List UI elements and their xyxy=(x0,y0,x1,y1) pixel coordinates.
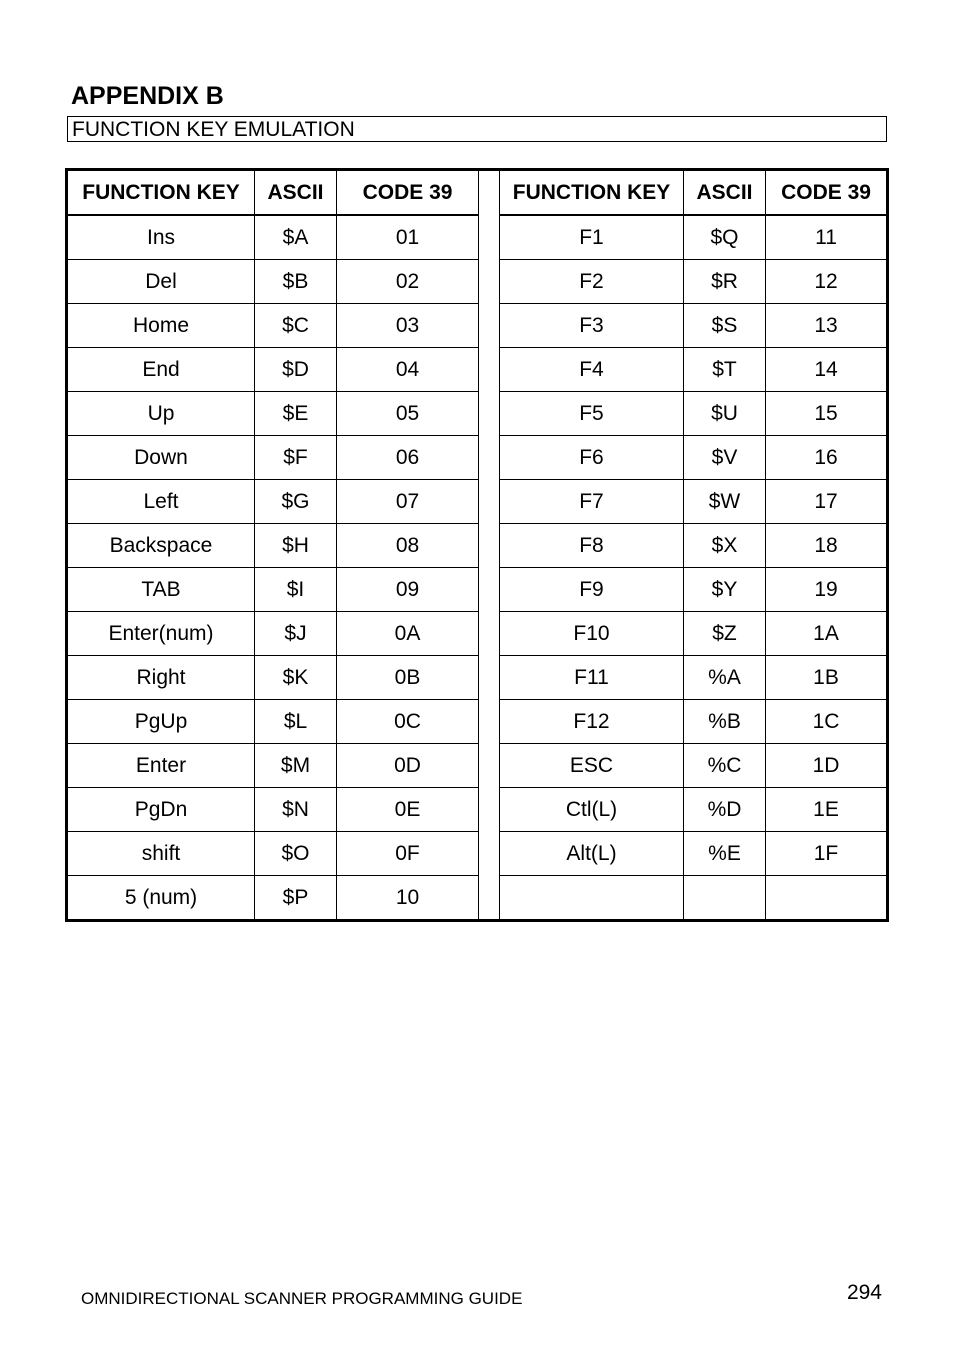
function-key-cell: F4 xyxy=(500,348,684,392)
ascii-cell: $P xyxy=(255,876,337,921)
column-gap xyxy=(479,612,500,656)
ascii-cell: $G xyxy=(255,480,337,524)
code39-cell: 0F xyxy=(337,832,479,876)
ascii-cell: $K xyxy=(255,656,337,700)
ascii-cell: %C xyxy=(684,744,766,788)
code39-cell: 0C xyxy=(337,700,479,744)
code39-cell: 1F xyxy=(766,832,888,876)
ascii-cell: $D xyxy=(255,348,337,392)
column-gap xyxy=(479,700,500,744)
code39-cell: 0B xyxy=(337,656,479,700)
ascii-cell: $I xyxy=(255,568,337,612)
code39-cell: 03 xyxy=(337,304,479,348)
column-gap xyxy=(479,656,500,700)
code39-cell: 0D xyxy=(337,744,479,788)
function-key-cell: Enter xyxy=(67,744,255,788)
table-row xyxy=(67,348,888,392)
table-row xyxy=(67,700,888,744)
table-row xyxy=(67,436,888,480)
function-key-cell: Up xyxy=(67,392,255,436)
section-subtitle: FUNCTION KEY EMULATION xyxy=(67,116,887,142)
header-code39-right: CODE 39 xyxy=(766,170,888,216)
table-row xyxy=(67,392,888,436)
column-gap xyxy=(479,568,500,612)
function-key-cell: 5 (num) xyxy=(67,876,255,921)
code39-cell: 13 xyxy=(766,304,888,348)
ascii-cell: %D xyxy=(684,788,766,832)
function-key-cell: Enter(num) xyxy=(67,612,255,656)
code39-cell: 15 xyxy=(766,392,888,436)
table-row xyxy=(67,304,888,348)
ascii-cell: $S xyxy=(684,304,766,348)
ascii-cell: $Q xyxy=(684,215,766,260)
ascii-cell: $O xyxy=(255,832,337,876)
function-key-cell xyxy=(500,876,684,921)
function-key-cell: End xyxy=(67,348,255,392)
function-key-cell: Ins xyxy=(67,215,255,260)
column-gap xyxy=(479,832,500,876)
ascii-cell: %A xyxy=(684,656,766,700)
column-gap xyxy=(479,436,500,480)
table-header-row xyxy=(67,170,888,216)
function-key-cell: Del xyxy=(67,260,255,304)
table-row xyxy=(67,568,888,612)
ascii-cell: $U xyxy=(684,392,766,436)
function-key-cell: shift xyxy=(67,832,255,876)
code39-cell: 06 xyxy=(337,436,479,480)
ascii-cell xyxy=(684,876,766,921)
code39-cell: 18 xyxy=(766,524,888,568)
code39-cell: 05 xyxy=(337,392,479,436)
ascii-cell: $F xyxy=(255,436,337,480)
function-key-cell: F9 xyxy=(500,568,684,612)
column-gap xyxy=(479,744,500,788)
function-key-cell: TAB xyxy=(67,568,255,612)
column-gap xyxy=(479,524,500,568)
function-key-cell: Backspace xyxy=(67,524,255,568)
function-key-cell: ESC xyxy=(500,744,684,788)
code39-cell: 16 xyxy=(766,436,888,480)
header-function-key-left: FUNCTION KEY xyxy=(67,170,255,216)
function-key-cell: Left xyxy=(67,480,255,524)
function-key-cell: F8 xyxy=(500,524,684,568)
ascii-cell: $H xyxy=(255,524,337,568)
ascii-cell: $L xyxy=(255,700,337,744)
page-number: 294 xyxy=(846,1281,882,1304)
ascii-cell: $C xyxy=(255,304,337,348)
table-row xyxy=(67,788,888,832)
function-key-cell: Right xyxy=(67,656,255,700)
table-row xyxy=(67,744,888,788)
table-row xyxy=(67,832,888,876)
table-row xyxy=(67,215,888,260)
table-row xyxy=(67,524,888,568)
code39-cell: 0A xyxy=(337,612,479,656)
code39-cell: 02 xyxy=(337,260,479,304)
function-key-cell: F7 xyxy=(500,480,684,524)
code39-cell: 01 xyxy=(337,215,479,260)
function-key-cell: F5 xyxy=(500,392,684,436)
function-key-cell: F3 xyxy=(500,304,684,348)
ascii-cell: $X xyxy=(684,524,766,568)
header-ascii-left: ASCII xyxy=(255,170,337,216)
function-key-cell: F2 xyxy=(500,260,684,304)
code39-cell: 08 xyxy=(337,524,479,568)
function-key-cell: Ctl(L) xyxy=(500,788,684,832)
code39-cell: 07 xyxy=(337,480,479,524)
code39-cell: 09 xyxy=(337,568,479,612)
ascii-cell: %E xyxy=(684,832,766,876)
code39-cell: 1E xyxy=(766,788,888,832)
ascii-cell: $J xyxy=(255,612,337,656)
column-gap xyxy=(479,348,500,392)
code39-cell: 12 xyxy=(766,260,888,304)
code39-cell: 17 xyxy=(766,480,888,524)
ascii-cell: $W xyxy=(684,480,766,524)
function-key-cell: PgDn xyxy=(67,788,255,832)
function-key-cell: F6 xyxy=(500,436,684,480)
ascii-cell: $E xyxy=(255,392,337,436)
column-gap xyxy=(479,876,500,921)
footer-guide-title: OMNIDIRECTIONAL SCANNER PROGRAMMING GUIDE xyxy=(81,1289,523,1308)
code39-cell: 11 xyxy=(766,215,888,260)
table-row xyxy=(67,480,888,524)
ascii-cell: $R xyxy=(684,260,766,304)
column-gap xyxy=(479,215,500,260)
ascii-cell: $B xyxy=(255,260,337,304)
column-gap xyxy=(479,480,500,524)
ascii-cell: $T xyxy=(684,348,766,392)
function-key-cell: F10 xyxy=(500,612,684,656)
function-key-cell: F1 xyxy=(500,215,684,260)
table-row xyxy=(67,876,888,921)
code39-cell xyxy=(766,876,888,921)
table-row xyxy=(67,260,888,304)
column-gap xyxy=(479,392,500,436)
function-key-cell: F11 xyxy=(500,656,684,700)
header-function-key-right: FUNCTION KEY xyxy=(500,170,684,216)
page-heading: APPENDIX B xyxy=(71,82,224,110)
column-gap xyxy=(479,788,500,832)
code39-cell: 19 xyxy=(766,568,888,612)
ascii-cell: $M xyxy=(255,744,337,788)
ascii-cell: $V xyxy=(684,436,766,480)
ascii-cell: %B xyxy=(684,700,766,744)
function-key-cell: PgUp xyxy=(67,700,255,744)
ascii-cell: $Z xyxy=(684,612,766,656)
ascii-cell: $N xyxy=(255,788,337,832)
header-ascii-right: ASCII xyxy=(684,170,766,216)
column-gap xyxy=(479,304,500,348)
table-body xyxy=(67,215,888,921)
code39-cell: 1D xyxy=(766,744,888,788)
ascii-cell: $A xyxy=(255,215,337,260)
table-row xyxy=(67,612,888,656)
code39-cell: 1B xyxy=(766,656,888,700)
function-key-table xyxy=(65,168,889,922)
column-gap xyxy=(479,260,500,304)
code39-cell: 0E xyxy=(337,788,479,832)
code39-cell: 04 xyxy=(337,348,479,392)
code39-cell: 14 xyxy=(766,348,888,392)
code39-cell: 10 xyxy=(337,876,479,921)
column-gap xyxy=(479,170,500,216)
ascii-cell: $Y xyxy=(684,568,766,612)
function-key-cell: Down xyxy=(67,436,255,480)
function-key-cell: F12 xyxy=(500,700,684,744)
code39-cell: 1C xyxy=(766,700,888,744)
function-key-cell: Alt(L) xyxy=(500,832,684,876)
table-row xyxy=(67,656,888,700)
header-code39-left: CODE 39 xyxy=(337,170,479,216)
function-key-cell: Home xyxy=(67,304,255,348)
code39-cell: 1A xyxy=(766,612,888,656)
